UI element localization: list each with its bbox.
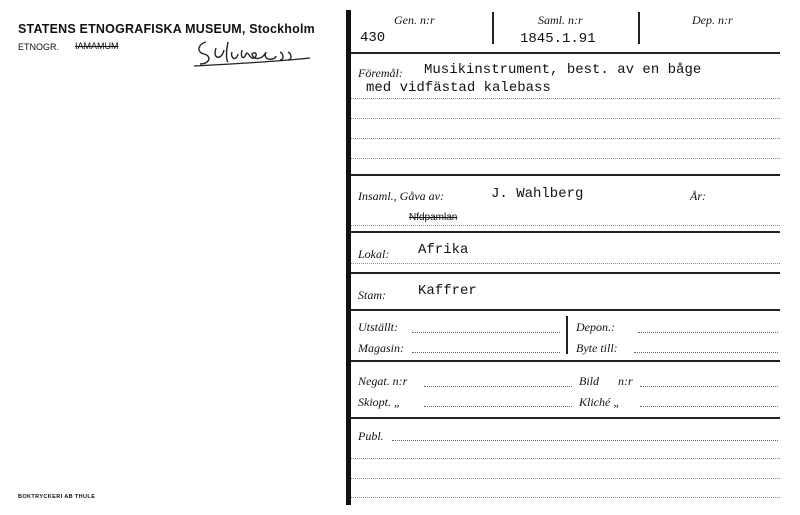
insaml-label: Insaml., Gåva av:	[358, 189, 444, 203]
ar-label: År:	[690, 189, 706, 203]
rule-after-status	[351, 360, 780, 362]
struck-department-text: IAMAMUM	[75, 41, 119, 51]
gen-nr-value: 430	[360, 30, 386, 46]
skiopt-label: Skiopt. „	[358, 395, 401, 409]
ruled-line	[351, 138, 780, 139]
magasin-line	[412, 352, 560, 353]
lokal-label: Lokal:	[358, 247, 390, 261]
stam-label: Stam:	[358, 288, 386, 302]
insaml-donor: J. Wahlberg	[491, 186, 584, 202]
rule-after-numbers	[351, 52, 780, 54]
ruled-line	[351, 263, 780, 264]
bild-nr-label: n:r	[618, 374, 633, 388]
dep-nr-label: Dep. n:r	[692, 13, 733, 27]
ruled-line	[351, 98, 780, 99]
museum-heading: STATENS ETNOGRAFISKA MUSEUM, Stockholm	[18, 22, 315, 36]
depon-line	[638, 332, 778, 333]
foremal-label: Föremål:	[358, 66, 403, 80]
bild-line	[640, 386, 778, 387]
gen-nr-label: Gen. n:r	[394, 13, 435, 27]
kliche-line	[640, 406, 778, 407]
number-separator-2	[638, 12, 640, 44]
byte-till-label: Byte till:	[576, 341, 618, 355]
utstallt-line	[412, 332, 560, 333]
skiopt-line	[424, 406, 572, 407]
lokal-value: Afrika	[418, 242, 469, 258]
rule-after-insaml	[351, 231, 780, 233]
ruled-line	[351, 458, 780, 459]
kliche-label: Kliché „	[579, 395, 620, 409]
rule-after-foremal	[351, 174, 780, 176]
byte-till-line	[634, 352, 778, 353]
ruled-line	[351, 478, 780, 479]
card-margin-bar	[346, 10, 351, 505]
utstallt-label: Utställt:	[358, 320, 399, 334]
depon-label: Depon.:	[576, 320, 615, 334]
magasin-label: Magasin:	[358, 341, 404, 355]
negat-label: Negat. n:r	[358, 374, 408, 388]
insaml-struck-text: Nfdpamlan	[409, 212, 458, 223]
ruled-line	[351, 158, 780, 159]
ruled-line	[351, 118, 780, 119]
stam-value: Kaffrer	[418, 283, 477, 299]
ruled-line	[351, 497, 780, 498]
saml-nr-label: Saml. n:r	[538, 13, 583, 27]
publ-label: Publ.	[358, 429, 384, 443]
publ-line	[392, 440, 778, 441]
rule-after-stam	[351, 309, 780, 311]
rule-after-photo	[351, 417, 780, 419]
saml-nr-value: 1845.1.91	[520, 31, 596, 47]
foremal-line-1: Musikinstrument, best. av en båge	[424, 62, 702, 78]
etnogr-label: ETNOGR.	[18, 42, 60, 52]
number-separator-1	[492, 12, 494, 44]
negat-line	[424, 386, 572, 387]
ruled-line	[351, 225, 780, 226]
status-separator	[566, 316, 568, 354]
printer-imprint: BOKTRYCKERI AB THULE	[18, 494, 96, 500]
bild-label: Bild	[579, 374, 599, 388]
foremal-line-2: med vidfästad kalebass	[366, 80, 551, 96]
handwritten-signature	[192, 38, 312, 70]
rule-after-lokal	[351, 272, 780, 274]
